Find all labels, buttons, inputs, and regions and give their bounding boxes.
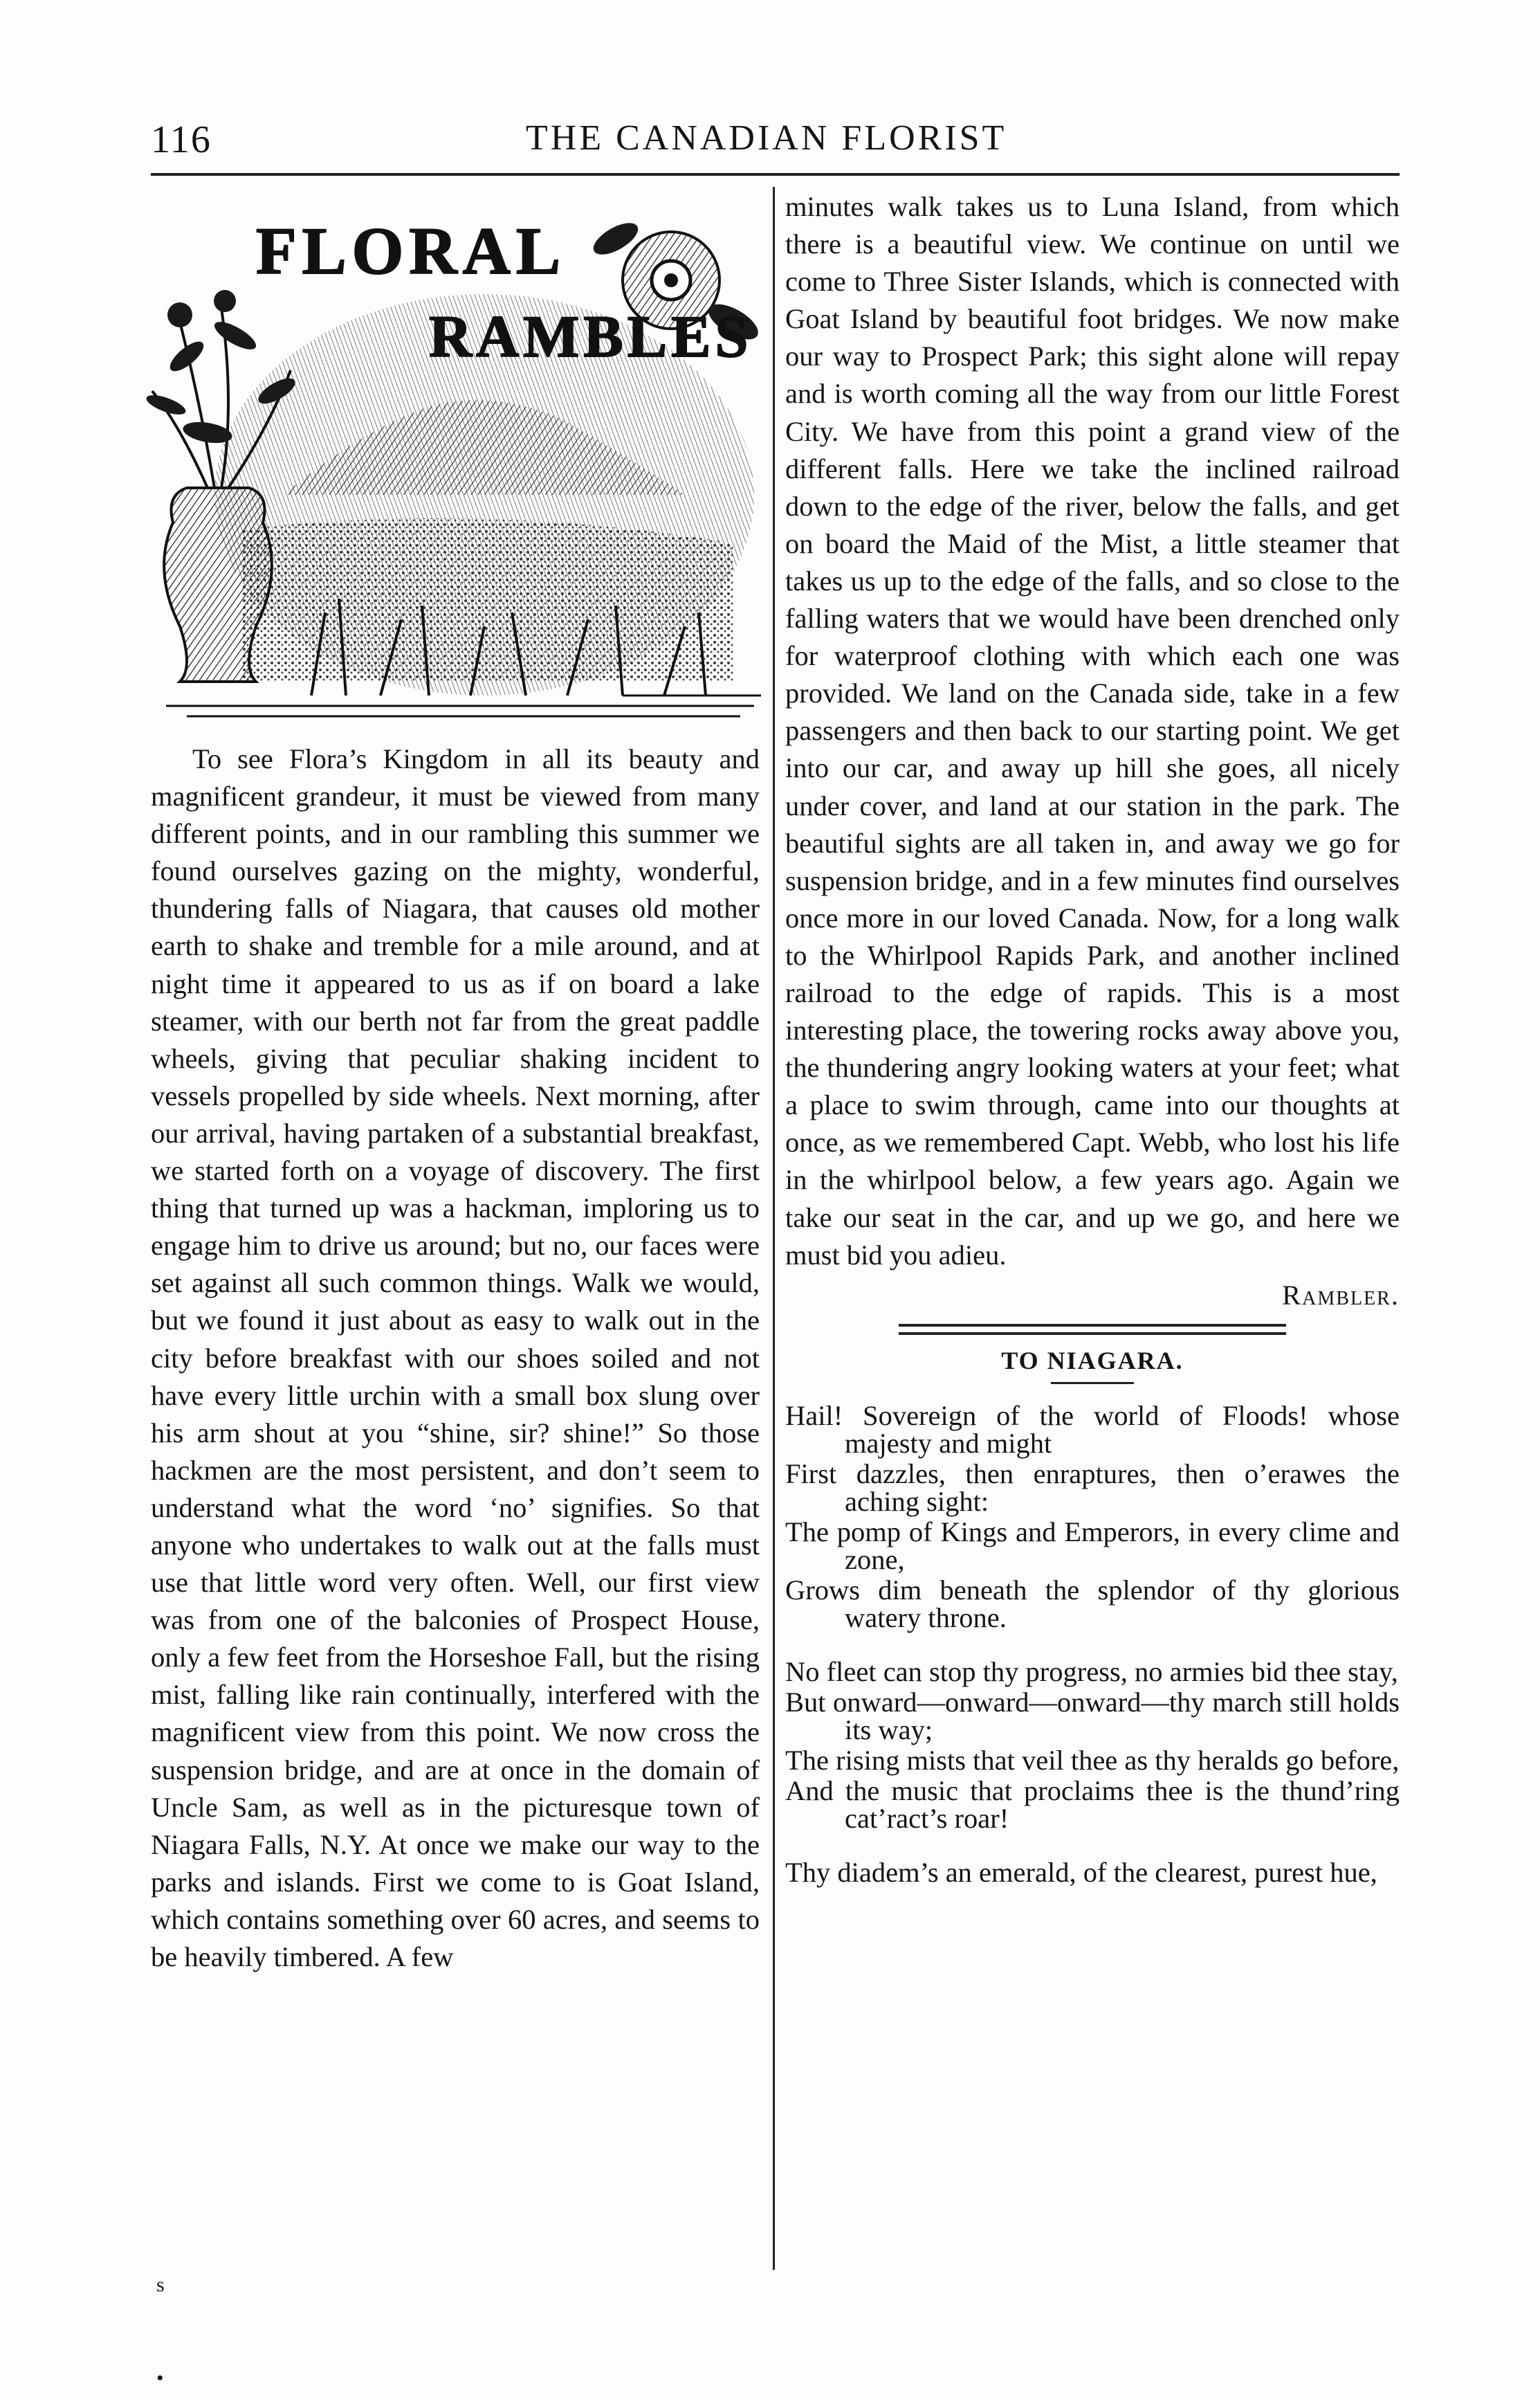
signature-mark: s	[156, 2273, 165, 2296]
poem-line: Grows dim beneath the splendor of thy glorious watery throne.	[785, 1574, 1400, 1633]
author-signature: Rambler.	[1282, 1279, 1400, 1311]
poem-stanza	[785, 1399, 1400, 1633]
floral-rambles-illustration	[138, 197, 768, 730]
right-column-prose: minutes walk takes us to Luna Island, from which there is a beautiful view. We continue on until we come to Three Sister Islands, which is connected with Goat Island by beautiful foot bridges. We now make our way to Prospect Park; this sight alone will repay and is worth coming all the way from our little Forest City. We have from this point a grand view of the different falls. Here we take the inclined railroad down to the edge of the river, below the falls, and get on board the Maid of the Mist, a little steamer that takes us up to the edge of the falls, and so close to the falling waters that we would have been drenched only for waterproof clothing with which each one was provided. We land on the Canada side, take in a few passengers and then back to our starting point. We get into our car, and away up hill she goes, all nicely under cover, and land at our station in the park. The beautiful sights are all taken in, and away we go for suspension bridge, and in a few minutes find ourselves once more in our loved Canada. Now, for a long walk to the Whirlpool Rapids Park, and another inclined railroad to the edge of rapids. This is a most interesting place, the towering rocks away above you, the thundering angry looking waters at your feet; what a place to swim through, came into our thoughts at once, as we remembered Capt. Webb, who lost his life in the whirlpool below, a few years ago. Again we take our seat in the car, and up we go, and here we must bid you adieu.	[785, 191, 1400, 1271]
poem-title-rule	[1051, 1382, 1134, 1384]
title-floral: FLORAL	[256, 214, 567, 288]
header-rule	[151, 173, 1400, 176]
poem-line: But onward—onward—onward—thy march still holds its way;	[785, 1686, 1400, 1745]
poem-line: The rising mists that veil thee as thy heralds go before,	[785, 1744, 1400, 1776]
poem-stanza	[785, 1655, 1400, 1834]
section-double-rule	[899, 1324, 1286, 1335]
poem-line: Thy diadem’s an emerald, of the clearest, purest hue,	[785, 1856, 1377, 1888]
left-column-paragraph: To see Flora’s Kingdom in all its beauty and magnificent grandeur, it must be viewed from many different points, and in our rambling this summer we found ourselves gazing on the mighty, wonderful, thundering falls of Niagara, that causes old mother earth to shake and tremble for a mile around, and at night time it appeared to us as if on board a lake steamer, with our berth not far from the great paddle wheels, giving that peculiar shaking incident to vessels propelled by side wheels. Next morning, after our arrival, having partaken of a substantial breakfast, we started forth on a voyage of discovery. The first thing that turned up was a hackman, imploring us to engage him to drive us around; but no, our faces were set against all such common things. Walk we would, but we found it just about as easy to walk out in the city before breakfast with our shoes soiled and not have every little urchin with a small box slung over his arm shout at you “shine, sir? shine!” So those hackmen are the most persistent, and don’t seem to understand what the word ‘no’ signifies. So that anyone who undertakes to walk out at the falls must use that little word very often. Well, our first view was from one of the balconies of Prospect House, only a few feet from the Horseshoe Fall, but the rising mist, falling like rain continually, interfered with the magnificent view from this point. We now cross the suspension bridge, and are at once in the domain of Uncle Sam, as well as in the picturesque town of Niagara Falls, N.Y. At once we make our way to the parks and islands. First we come to is Goat Island, which contains something over 60 acres, and seems to be heavily timbered. A few	[151, 743, 760, 1972]
poem-stanza	[785, 1856, 1400, 1888]
poem-line: No fleet can stop thy progress, no armies bid thee stay,	[785, 1655, 1398, 1687]
meadow-shape	[242, 518, 733, 682]
poem-line: First dazzles, then enraptures, then o’erawes the aching sight:	[785, 1457, 1400, 1517]
running-title: THE CANADIAN FLORIST	[526, 118, 1007, 158]
poem-line: And the music that proclaims thee is the thund’ring cat’ract’s roar!	[785, 1774, 1400, 1834]
left-column	[151, 740, 760, 1976]
ground-lines	[166, 696, 761, 716]
title-rambles: RAMBLES	[429, 303, 753, 370]
right-column	[785, 188, 1400, 1913]
stray-mark: •	[156, 2367, 164, 2390]
poem-line: Hail! Sovereign of the world of Floods! whose majesty and might	[785, 1399, 1400, 1459]
poem-title: TO NIAGARA.	[1001, 1346, 1184, 1374]
page-number: 116	[151, 118, 212, 161]
poem-line: The pomp of Kings and Emperors, in every clime and zone,	[785, 1516, 1400, 1575]
column-divider	[773, 187, 775, 2270]
